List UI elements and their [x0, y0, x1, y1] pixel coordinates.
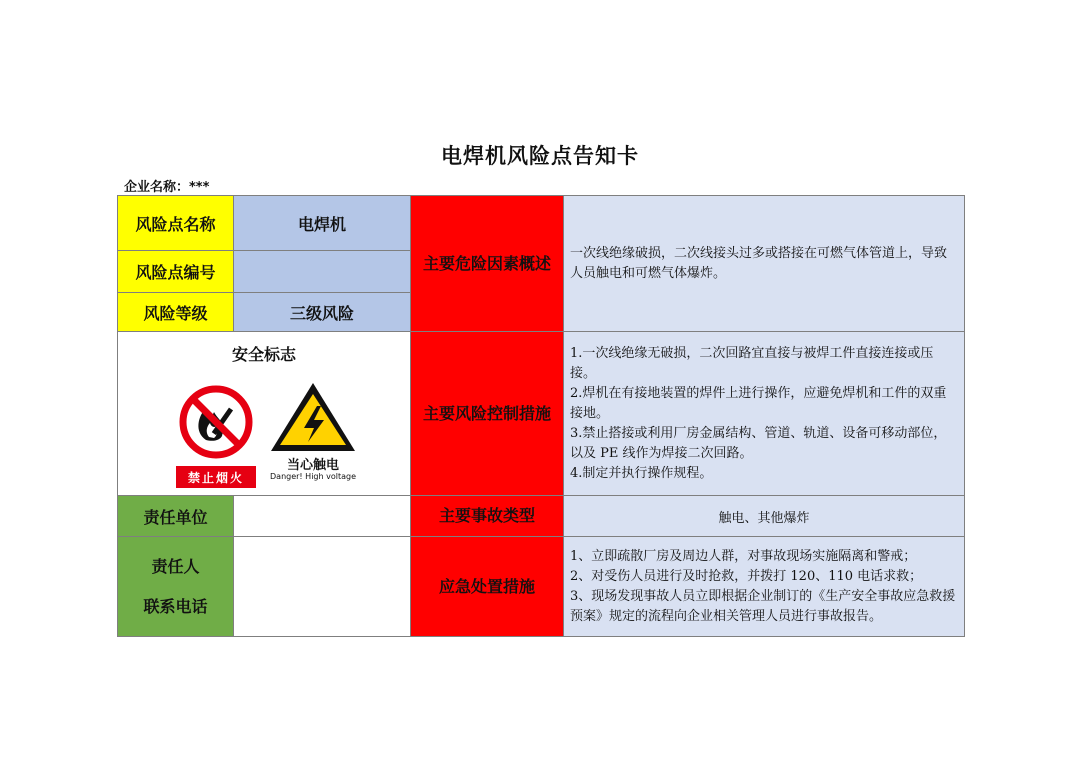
- risk-level-label-cell: [117, 292, 234, 332]
- hazard-label-cell: [410, 195, 564, 332]
- risk-name-label-cell: [117, 195, 234, 251]
- control-line-2: 2.焊机在有接地装置的焊件上进行操作，应避免焊机和工件的双重接地。: [570, 385, 947, 421]
- electric-text: 当心触电: [286, 458, 339, 473]
- emergency-line-2: 2、对受伤人员进行及时抢救，并拨打 120、110 电话求救；: [570, 568, 923, 584]
- emergency-label-cell: [410, 536, 564, 637]
- high-voltage-sign: [268, 380, 358, 494]
- person-label-cell: [117, 536, 234, 637]
- accident-label: 主要事故类型: [438, 506, 535, 525]
- person-label: 责任人: [151, 556, 200, 576]
- responsible-unit-label-cell: [117, 495, 234, 537]
- control-line-4: 4.制定并执行操作规程。: [570, 465, 713, 481]
- person-value-cell: [233, 536, 411, 637]
- risk-level-value-cell: [233, 292, 411, 332]
- risk-card-table: [117, 195, 965, 637]
- risk-no-label-cell: [117, 250, 234, 293]
- accident-value-cell: [563, 495, 965, 537]
- electric-sub: Danger! High voltage: [270, 472, 356, 481]
- no-fire-text: 禁止烟火: [176, 466, 256, 488]
- accident-value: 触电、其他爆炸: [718, 510, 810, 526]
- hazard-label: 主要危险因素概述: [422, 253, 551, 273]
- emergency-line-1: 1、立即疏散厂房及周边人群，对事故现场实施隔离和警戒；: [570, 548, 917, 564]
- company-name: 企业名称：***: [124, 180, 210, 195]
- hazard-text: 一次线绝缘破损，二次线接头过多或搭接在可燃气体管道上，导致人员触电和可燃气体爆炸。: [570, 245, 948, 281]
- page-title: 电焊机风险点告知卡: [441, 144, 639, 168]
- hazard-text-cell: [563, 195, 965, 332]
- risk-level-label: 风险等级: [143, 303, 208, 323]
- control-line-1: 1.一次线绝缘无破损，二次回路宜直接与被焊工件直接连接或压接。: [570, 345, 934, 381]
- control-label: 主要风险控制措施: [422, 403, 551, 423]
- emergency-line-3: 3、现场发现事故人员立即根据企业制订的《生产安全事故应急救援预案》规定的流程向企业相关管理人员进行事故报告。: [570, 588, 956, 624]
- risk-name-value: 电焊机: [297, 214, 346, 234]
- safety-signs-cell: [117, 331, 411, 496]
- responsible-unit-value-cell: [233, 495, 411, 537]
- no-fire-sign: [176, 382, 256, 492]
- risk-name-value-cell: [233, 195, 411, 251]
- emergency-text-cell: [563, 536, 965, 637]
- control-line-3: 3.禁止搭接或利用厂房金属结构、管道、轨道、设备可移动部位，以及 PE 线作为焊接二次回路。: [570, 425, 947, 461]
- phone-label: 联系电话: [143, 596, 208, 616]
- risk-no-value-cell: [233, 250, 411, 293]
- risk-name-label: 风险点名称: [135, 214, 216, 234]
- high-voltage-icon: [268, 380, 358, 454]
- control-text-cell: [563, 331, 965, 496]
- control-label-cell: [410, 331, 564, 496]
- no-fire-icon: [176, 382, 256, 462]
- safety-signs-label: 安全标志: [231, 345, 296, 364]
- risk-no-label: 风险点编号: [135, 263, 216, 282]
- risk-level-value: 三级风险: [289, 303, 354, 323]
- emergency-label: 应急处置措施: [438, 576, 535, 596]
- responsible-unit-label: 责任单位: [143, 507, 208, 527]
- accident-label-cell: [410, 495, 564, 537]
